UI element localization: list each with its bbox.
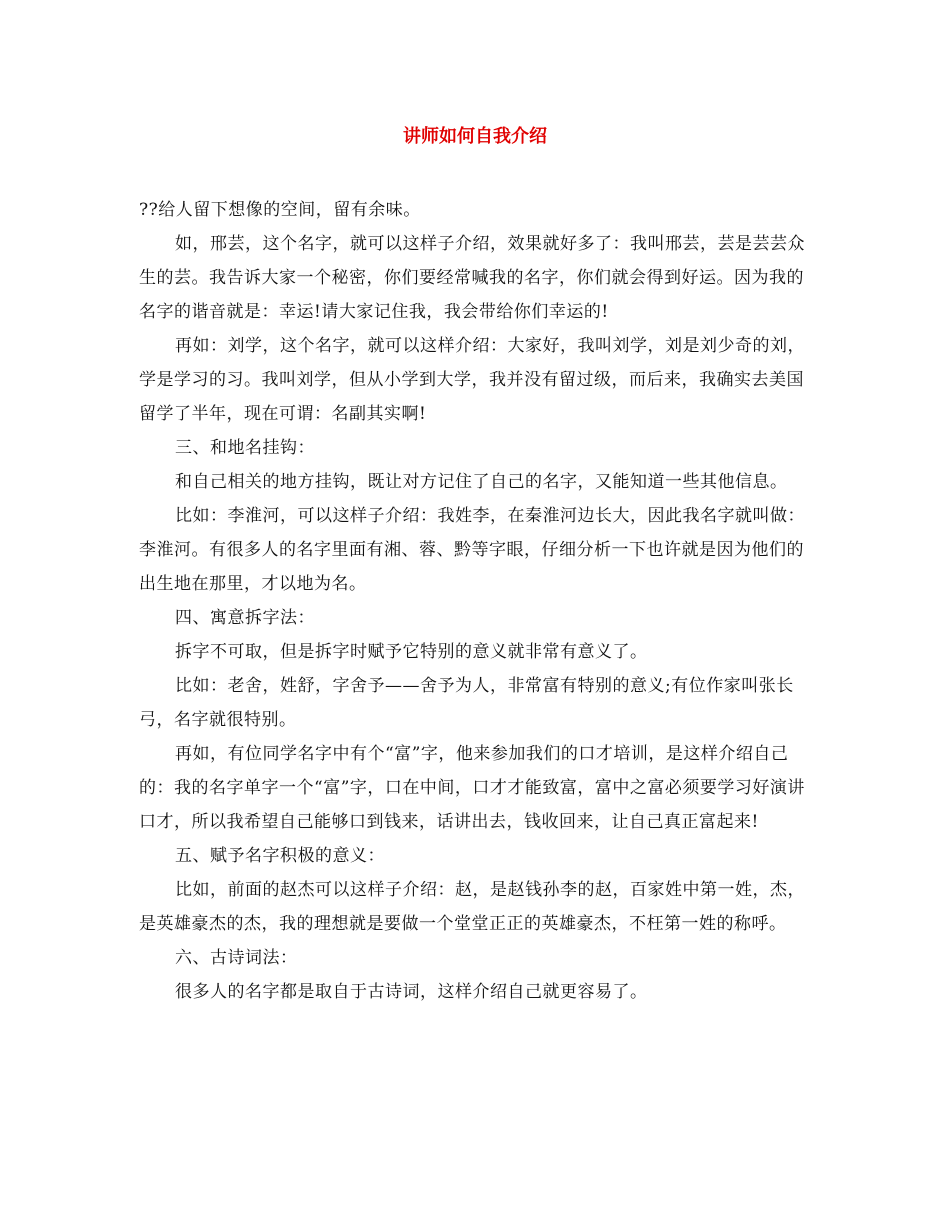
paragraph: 再如：刘学，这个名字，就可以这样介绍：大家好，我叫刘学，刘是刘少奇的刘，学是学习的习。我叫刘学，但从小学到大学，我并没有留过级，而后来，我确实去美国留学了半年，现在可谓：名副其实啊! xyxy=(139,336,805,424)
paragraph: ??给人留下想像的空间，留有余味。 xyxy=(139,200,421,220)
page-title: 讲师如何自我介绍 xyxy=(403,126,547,147)
section-heading: 六、古诗词法： xyxy=(175,948,298,968)
paragraph: 很多人的名字都是取自于古诗词，这样介绍自己就更容易了。 xyxy=(175,982,648,1002)
paragraph: 再如，有位同学名字中有个“富”字，他来参加我们的口才培训，是这样介绍自己的：我的名字单字一个“富”字，口在中间，口才才能致富，富中之富必须要学习好演讲口才，所以我希望自己能够口到钱来，话讲出去，钱收回来，让自己真正富起来! xyxy=(139,744,805,832)
section-heading: 五、赋予名字积极的意义： xyxy=(175,846,385,866)
section-heading: 四、寓意拆字法： xyxy=(175,608,315,628)
paragraph: 如，邢芸，这个名字，就可以这样子介绍，效果就好多了：我叫邢芸，芸是芸芸众生的芸。我告诉大家一个秘密，你们要经常喊我的名字，你们就会得到好运。因为我的名字的谐音就是：幸运!请大家记住我，我会带给你们幸运的! xyxy=(139,234,805,322)
paragraph: 和自己相关的地方挂钩，既让对方记住了自己的名字，又能知道一些其他信息。 xyxy=(175,472,788,492)
paragraph: 比如：老舍，姓舒，字舍予——舍予为人，非常富有特别的意义;有位作家叫张长弓，名字就很特别。 xyxy=(139,676,794,730)
paragraph: 比如，前面的赵杰可以这样子介绍：赵，是赵钱孙李的赵，百家姓中第一姓，杰，是英雄豪杰的杰，我的理想就是要做一个堂堂正正的英雄豪杰，不枉第一姓的称呼。 xyxy=(139,880,805,934)
section-heading: 三、和地名挂钩： xyxy=(175,438,315,458)
paragraph: 比如：李淮河，可以这样子介绍：我姓李，在秦淮河边长大，因此我名字就叫做：李淮河。有很多人的名字里面有湘、蓉、黔等字眼，仔细分析一下也许就是因为他们的出生地在那里，才以地为名。 xyxy=(139,506,805,594)
document-body xyxy=(139,193,814,1009)
paragraph: 拆字不可取，但是拆字时赋予它特别的意义就非常有意义了。 xyxy=(175,642,648,662)
